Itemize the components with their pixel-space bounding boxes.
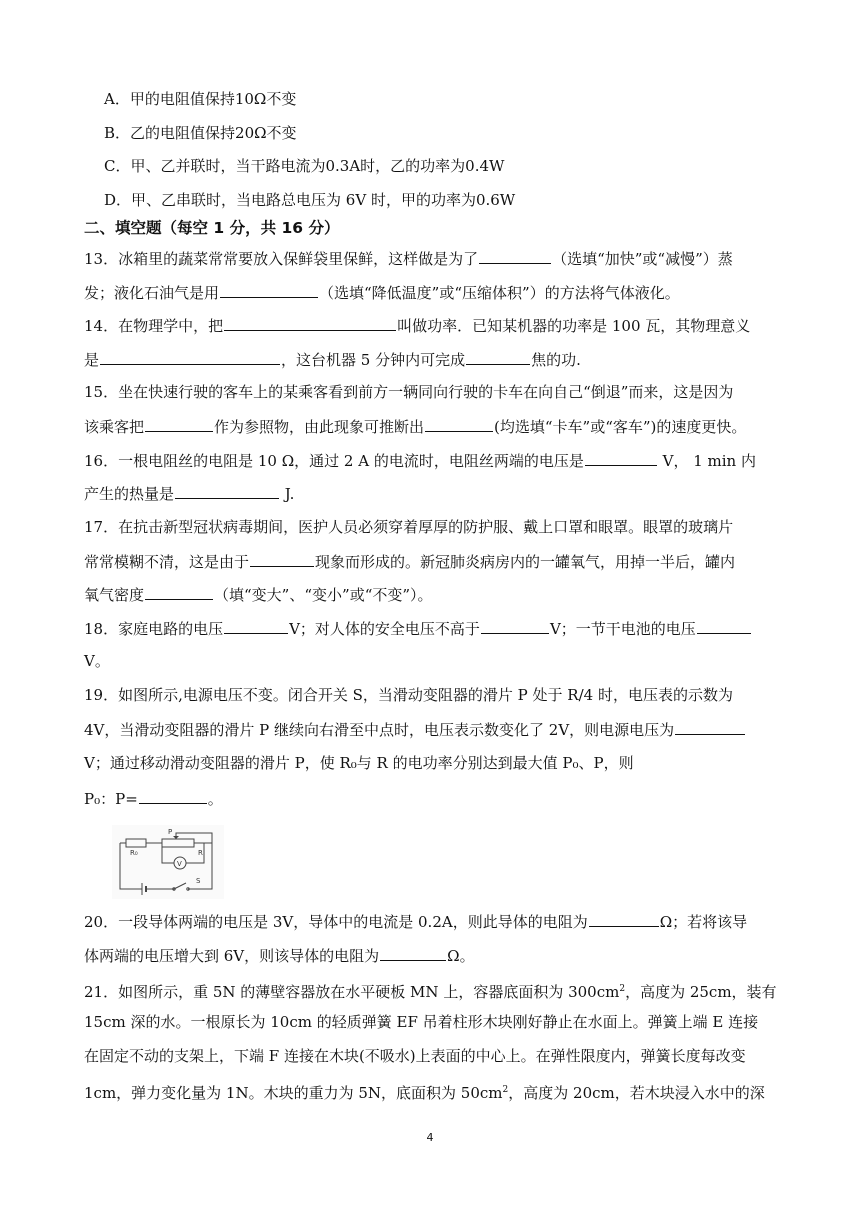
q20-text: 体两端的电压增大到 6V，则该导体的电阻为 <box>84 947 380 965</box>
q21-line-3: 在固定不动的支架上，下端 F 连接在木块(不吸水)上表面的中心上。在弹性限度内，弹簧长度每改变 <box>84 1047 746 1065</box>
q15-line-2 <box>84 416 784 437</box>
page-number: 4 <box>426 1131 434 1144</box>
q21-text: 1cm，弹力变化量为 1N。木块的重力为 5N，底面积为 50cm <box>84 1084 503 1102</box>
q14-text: 是 <box>84 351 100 369</box>
q14-line-1 <box>84 315 784 336</box>
q21-text: ，高度为 20cm，若木块浸入水中的深 <box>508 1084 765 1102</box>
q17-text: 常常模糊不清，这是由于 <box>84 553 250 571</box>
circuit-diagram <box>112 825 224 899</box>
answer-blank[interactable] <box>697 618 751 634</box>
q16-text: 产生的热量是 <box>84 485 175 503</box>
answer-blank[interactable] <box>481 618 549 634</box>
q15-text: (均选填“卡车”或“客车”)的速度更快。 <box>494 418 747 436</box>
q20-text: Ω；若将该导 <box>659 913 748 931</box>
q14-line-2 <box>84 349 784 370</box>
q19-line-2 <box>84 719 784 740</box>
q13-text: 13．冰箱里的蔬菜常常要放入保鲜袋里保鲜，这样做是为了 <box>84 250 479 268</box>
q17-text: 氧气密度 <box>84 586 145 604</box>
label-r0: R₀ <box>130 849 138 857</box>
answer-blank[interactable] <box>479 248 551 264</box>
label-v: V <box>177 860 182 868</box>
q14-text: ，这台机器 5 分钟内可完成 <box>281 351 466 369</box>
answer-blank[interactable] <box>425 416 493 432</box>
answer-blank[interactable] <box>145 416 213 432</box>
q14-text: 14．在物理学中，把 <box>84 317 224 335</box>
answer-blank[interactable] <box>675 719 745 735</box>
q20-line-1 <box>84 911 784 932</box>
q13-text: 发；液化石油气是用 <box>84 284 220 302</box>
superscript: 2 <box>619 984 626 994</box>
q21-line-4 <box>84 1080 784 1103</box>
q17-line-3 <box>84 584 784 605</box>
q19-line-1: 19．如图所示,电源电压不变。闭合开关 S，当滑动变阻器的滑片 P 处于 R/4 时，电压表的示数为 <box>84 686 733 704</box>
q16-line-2 <box>84 483 784 504</box>
q16-text: J. <box>280 485 295 503</box>
q19-text: 4V，当滑动变阻器的滑片 P 继续向右滑至中点时，电压表示数变化了 2V，则电源电压为 <box>84 721 675 739</box>
q21-text: 21．如图所示，重 5N 的薄壁容器放在水平硬板 MN 上，容器底面积为 300cm <box>84 983 620 1001</box>
q15-text: 该乘客把 <box>84 418 145 436</box>
answer-blank[interactable] <box>589 911 659 927</box>
answer-blank[interactable] <box>224 618 288 634</box>
answer-blank[interactable] <box>175 483 279 499</box>
answer-blank[interactable] <box>224 315 396 331</box>
q19-line-4 <box>84 788 784 809</box>
q18-line-1 <box>84 618 784 639</box>
q17-text: （填“变大”、“变小”或“不变”）。 <box>214 586 433 604</box>
superscript: 2 <box>502 1085 509 1095</box>
option-d: D．甲、乙串联时，当电路总电压为 6V 时，甲的功率为0.6W <box>104 191 516 209</box>
q20-text: 20．一段导体两端的电压是 3V，导体中的电流是 0.2A，则此导体的电阻为 <box>84 913 588 931</box>
q19-text: 。 <box>207 790 223 808</box>
answer-blank[interactable] <box>585 450 657 466</box>
q13-text: （选填“加快”或“减慢”）蒸 <box>552 250 733 268</box>
q18-text: V；一节干电池的电压 <box>549 620 696 638</box>
label-r: R <box>198 849 203 857</box>
answer-blank[interactable] <box>139 788 207 804</box>
option-a: A．甲的电阻值保持10Ω不变 <box>104 90 297 108</box>
q18-text: 18．家庭电路的电压 <box>84 620 224 638</box>
q17-line-1: 17．在抗击新型冠状病毒期间，医护人员必须穿着厚厚的防护服、戴上口罩和眼罩。眼罩的玻璃片 <box>84 518 734 536</box>
q18-line-2: V。 <box>84 652 110 670</box>
q15-line-1: 15．坐在快速行驶的客车上的某乘客看到前方一辆同向行驶的卡车在向自己“倒退”而来，这是因为 <box>84 383 734 401</box>
q17-text: 现象而形成的。新冠肺炎病房内的一罐氧气，用掉一半后，罐内 <box>315 553 736 571</box>
answer-blank[interactable] <box>100 349 280 365</box>
option-c: C．甲、乙并联时，当干路电流为0.3A时，乙的功率为0.4W <box>104 157 505 175</box>
circuit-background <box>112 825 224 899</box>
answer-blank[interactable] <box>145 584 213 600</box>
section-heading: 二、填空题（每空 1 分，共 16 分） <box>84 219 340 237</box>
q14-text: 叫做功率．已知某机器的功率是 100 瓦，其物理意义 <box>397 317 751 335</box>
answer-blank[interactable] <box>220 282 318 298</box>
q18-text: V；对人体的安全电压不高于 <box>289 620 480 638</box>
q21-line-1 <box>84 979 784 1002</box>
q19-text: P₀：P= <box>84 790 138 808</box>
q20-text: Ω。 <box>447 947 475 965</box>
q13-line-1 <box>84 248 784 269</box>
q16-text: V， 1 min 内 <box>657 452 756 470</box>
q16-text: 16．一根电阻丝的电阻是 10 Ω，通过 2 A 的电流时，电阻丝两端的电压是 <box>84 452 584 470</box>
option-b: B．乙的电阻值保持20Ω不变 <box>104 124 297 142</box>
q13-text: （选填“降低温度”或“压缩体积”）的方法将气体液化。 <box>319 284 680 302</box>
q17-line-2 <box>84 551 784 572</box>
q14-text: 焦的功. <box>531 351 581 369</box>
label-s: S <box>196 877 201 885</box>
q15-text: 作为参照物，由此现象可推断出 <box>214 418 425 436</box>
answer-blank[interactable] <box>380 945 446 961</box>
q13-line-2 <box>84 282 784 303</box>
q21-line-2: 15cm 深的水。一根原长为 10cm 的轻质弹簧 EF 吊着柱形木块刚好静止在水面上。弹簧上端 E 连接 <box>84 1013 759 1031</box>
answer-blank[interactable] <box>466 349 530 365</box>
q20-line-2 <box>84 945 784 966</box>
q16-line-1 <box>84 450 784 471</box>
answer-blank[interactable] <box>250 551 314 567</box>
label-p: P <box>168 828 173 836</box>
q21-text: ，高度为 25cm，装有 <box>625 983 777 1001</box>
q19-line-3: V；通过移动滑动变阻器的滑片 P，使 R₀与 R 的电功率分别达到最大值 P₀、P，则 <box>84 754 634 772</box>
